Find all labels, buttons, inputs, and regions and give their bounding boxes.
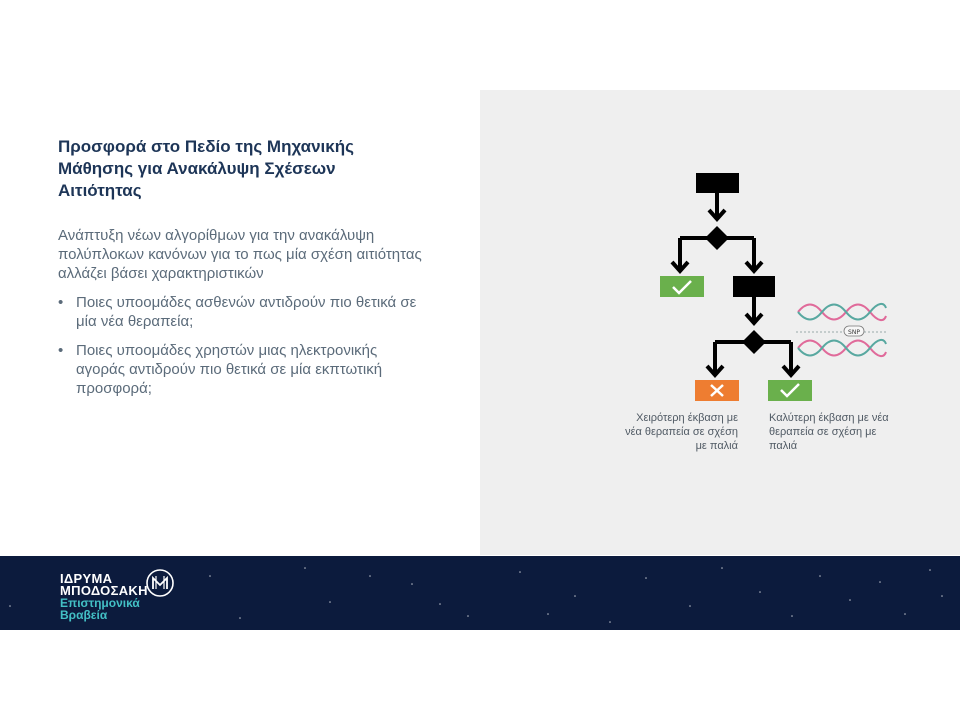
decision-tree-diagram [480, 90, 960, 555]
caption-better-outcome: Καλύτερη έκβαση με νέα θεραπεία σε σχέση με παλιά [769, 412, 889, 452]
slide-title: Προσφορά στο Πεδίο της Μηχανικής Μάθησης για Ανακάλυψη Σχέσεων Αιτιότητας [58, 137, 354, 200]
bullet-list [58, 293, 428, 408]
dna-helix-icon [796, 304, 886, 356]
bullet-marker: • [58, 294, 64, 311]
bullet-item [58, 293, 428, 331]
bullet-text: Ποιες υποομάδες ασθενών αντιδρούν πιο θετικά σε μία νέα θεραπεία; [76, 294, 417, 330]
brand-name-line2: ΜΠΟΔΟΣΑΚΗ [60, 583, 148, 598]
snp-label: SNP [848, 329, 860, 336]
brand-tagline-line2: Βραβεία [60, 608, 108, 622]
check-outcome-box [768, 380, 812, 401]
footer-band [0, 556, 960, 630]
caption-worse-outcome: Χειρότερη έκβαση με νέα θεραπεία σε σχέση με παλιά [625, 412, 738, 452]
bullet-text: Ποιες υποομάδες χρηστών μιας ηλεκτρονικής αγοράς αντιδρούν πιο θετικά σε μία εκπτωτική προσφορά; [76, 342, 383, 397]
foundation-logo-icon [145, 568, 175, 598]
brand-name-line1: ΙΔΡΥΜΑ [60, 571, 113, 586]
bullet-marker: • [58, 342, 64, 359]
bullet-item [58, 341, 428, 398]
root-node [696, 173, 739, 193]
child-node [733, 276, 775, 297]
check-outcome-box [660, 276, 704, 297]
intro-text: Ανάπτυξη νέων αλγορίθμων για την ανακάλυψη πολύπλοκων κανόνων για το πως μία σχέση αιτιότητας αλλάζει βάσει χαρακτηριστικών [58, 227, 422, 282]
brand-tagline-line1: Επιστημονικά [60, 596, 140, 610]
cross-outcome-box [695, 380, 739, 401]
